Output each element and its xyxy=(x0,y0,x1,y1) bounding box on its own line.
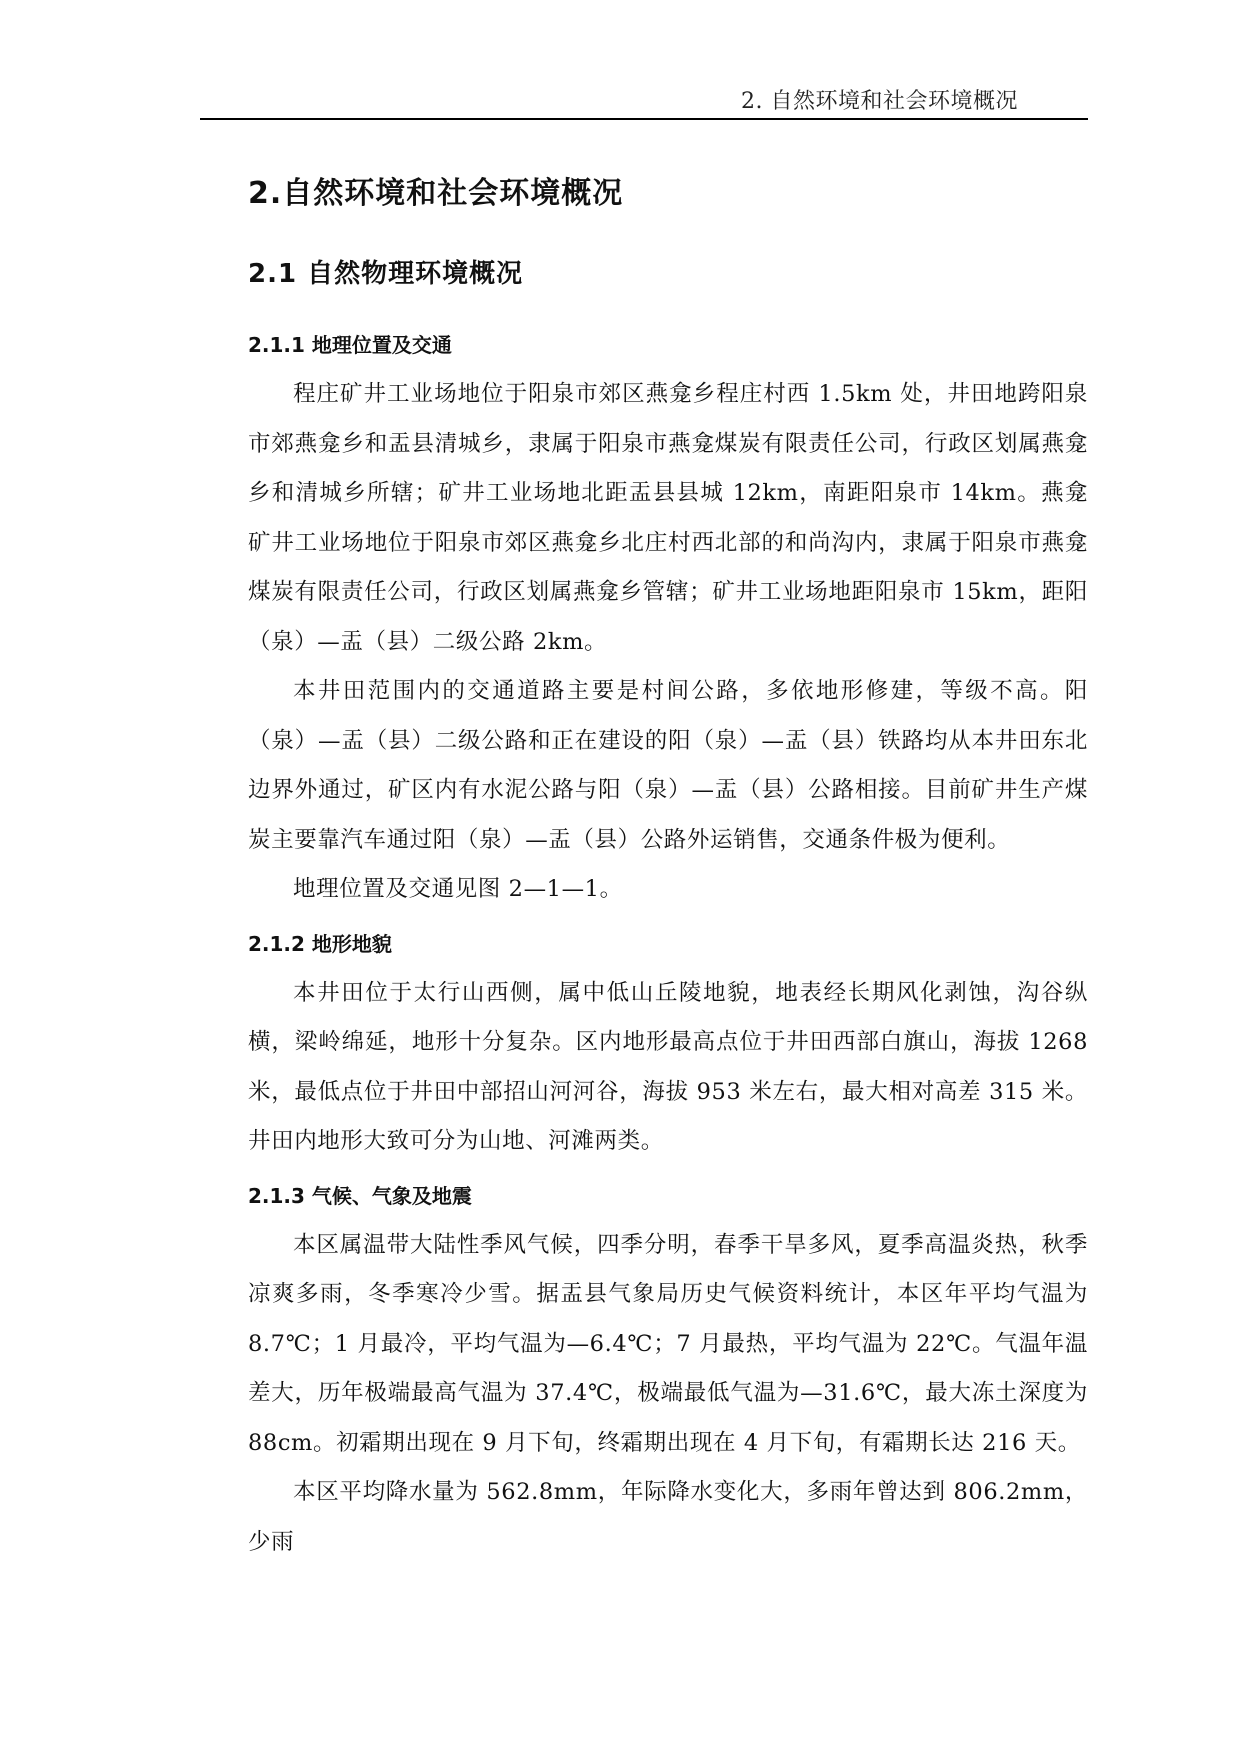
chapter-title: 2.自然环境和社会环境概况 xyxy=(248,176,624,211)
section-2-1-3-title: 2.1.3 气候、气象及地震 xyxy=(248,1183,472,1208)
paragraph-terrain: 本井田位于太行山西侧，属中低山丘陵地貌，地表经长期风化剥蚀，沟谷纵横，梁岭绵延，地形十分复杂。区内地形最高点位于井田西部白旗山，海拔 1268 米，最低点位于井田中部招山河河谷，海拔 953 米左右，最大相对高差 315 米。井田内地形大致可分为山地、河滩两类。 xyxy=(248,979,1088,1154)
running-header: 2. 自然环境和社会环境概况 xyxy=(741,89,1018,114)
section-2-1-2-title: 2.1.2 地形地貌 xyxy=(248,931,392,956)
header-rule xyxy=(200,118,1088,120)
paragraph-traffic: 本井田范围内的交通道路主要是村间公路，多依地形修建，等级不高。阳（泉）—盂（县）二级公路和正在建设的阳（泉）—盂（县）铁路均从本井田东北边界外通过，矿区内有水泥公路与阳（泉）—盂（县）公路相接。目前矿井生产煤炭主要靠汽车通过阳（泉）—盂（县）公路外运销售，交通条件极为便利。 xyxy=(248,678,1088,853)
paragraph-climate: 本区属温带大陆性季风气候，四季分明，春季干旱多风，夏季高温炎热，秋季凉爽多雨，冬季寒冷少雪。据盂县气象局历史气候资料统计，本区年平均气温为 8.7℃；1 月最冷，平均气温为—6.4℃；7 月最热，平均气温为 22℃。气温年温差大，历年极端最高气温为 37.4℃，极端最低气温为—31.6℃，最大冻土深度为 88cm。初霜期出现在 9 月下旬，终霜期出现在 4 月下旬，有霜期长达 216 天。 xyxy=(248,1231,1088,1456)
section-2-1-1-title: 2.1.1 地理位置及交通 xyxy=(248,333,452,357)
paragraph-location: 程庄矿井工业场地位于阳泉市郊区燕龛乡程庄村西 1.5km 处，井田地跨阳泉市郊燕龛乡和盂县清城乡，隶属于阳泉市燕龛煤炭有限责任公司，行政区划属燕龛乡和清城乡所辖；矿井工业场地北距盂县县城 12km，南距阳泉市 14km。燕龛矿井工业场地位于阳泉市郊区燕龛乡北庄村西北部的和尚沟内，隶属于阳泉市燕龛煤炭有限责任公司，行政区划属燕龛乡管辖；矿井工业场地距阳泉市 15km，距阳（泉）—盂（县）二级公路 2km。 xyxy=(248,381,1088,655)
paragraph-figure-ref: 地理位置及交通见图 2—1—1。 xyxy=(293,876,623,902)
section-2-1-title: 2.1 自然物理环境概况 xyxy=(248,259,524,289)
paragraph-precipitation: 本区平均降水量为 562.8mm，年际降水变化大，多雨年曾达到 806.2mm，少雨 xyxy=(248,1479,1088,1555)
page-body xyxy=(248,170,1088,1567)
